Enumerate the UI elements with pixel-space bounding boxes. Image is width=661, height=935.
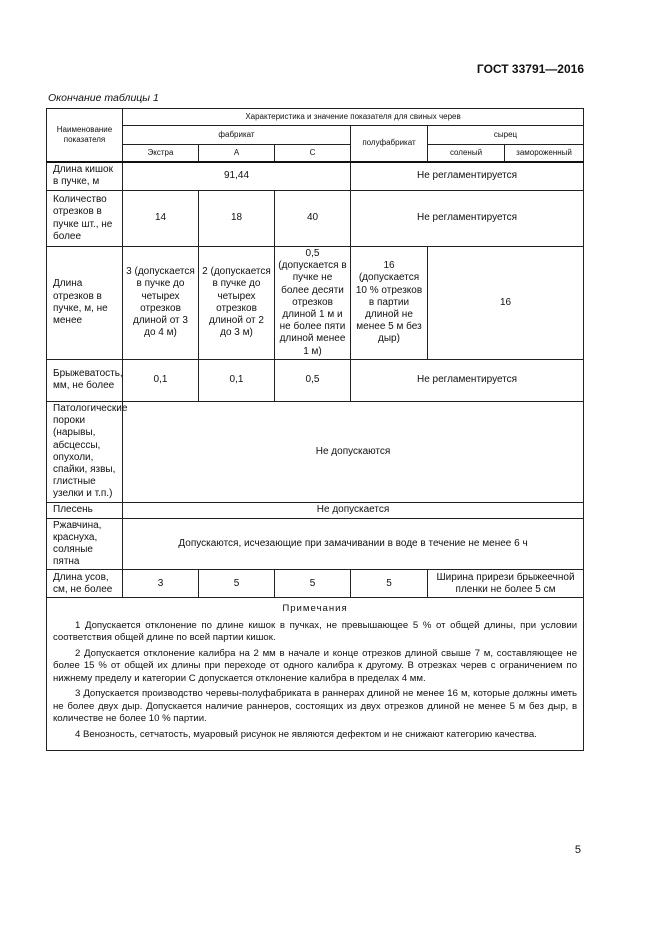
cell-value: 40 — [275, 191, 351, 247]
table-caption: Окончание таблицы 1 — [48, 92, 159, 104]
notes-row — [47, 598, 584, 751]
header-characteristics: Характеристика и значение показателя для свиных черев — [123, 109, 584, 126]
table-row — [47, 359, 584, 401]
table-row — [47, 502, 584, 518]
header-indicator-name: Наименование показателя — [47, 109, 123, 162]
cell-value: 0,1 — [123, 359, 199, 401]
header-extra: Экстра — [123, 145, 199, 162]
notes-cell — [47, 598, 584, 751]
cell-value: 0,5 — [275, 359, 351, 401]
cell-value: 91,44 — [123, 162, 351, 191]
header-salted: соленый — [428, 145, 505, 162]
quality-table — [46, 108, 584, 751]
header-syrec: сырец — [428, 126, 584, 145]
cell-value: 18 — [199, 191, 275, 247]
cell-value: 3 — [123, 570, 199, 598]
row-label: Плесень — [47, 502, 123, 518]
header-c: С — [275, 145, 351, 162]
row-label: Длина кишок в пучке, м — [47, 162, 123, 191]
row-label: Количество отрезков в пучке шт., не более — [47, 191, 123, 247]
note-item: 2 Допускается отклонение калибра на 2 мм в начале и конце отрезков длиной свыше 7 м, составляющее не более 15 % от общей их длины при переходе от одного калибра к другому. В отрезках черев с ограничением по нижнему пределу и категории С допускается отклонение калибра в пределах 4 мм. — [53, 647, 578, 684]
cell-value: Не регламентируется — [351, 191, 584, 247]
note-item: 1 Допускается отклонение по длине кишок в пучках, не превышающее 5 % от общей длины, при условии соответствия общей длине по всей партии кишок. — [53, 619, 578, 644]
row-label: Длина отрезков в пучке, м, не менее — [47, 247, 123, 360]
cell-value: 5 — [275, 570, 351, 598]
header-a: А — [199, 145, 275, 162]
cell-value: 5 — [351, 570, 428, 598]
table-row — [47, 518, 584, 570]
cell-value: Не допускается — [123, 502, 584, 518]
header-polufabrikat: полуфабрикат — [351, 126, 428, 162]
cell-value: 3 (допускается в пучке до четырех отрезков длиной от 3 до 4 м) — [123, 247, 199, 360]
row-label: Брыжеватость, мм, не более — [47, 359, 123, 401]
table-row — [47, 191, 584, 247]
cell-value: 14 — [123, 191, 199, 247]
notes-title: Примечания — [282, 603, 348, 615]
cell-value: 16 (допускается 10 % отрезков в партии длиной не менее 5 м без дыр) — [351, 247, 428, 360]
document-code: ГОСТ 33791—2016 — [476, 62, 584, 76]
row-label: Длина усов, см, не более — [47, 570, 123, 598]
table-row — [47, 247, 584, 360]
cell-value: Не регламентируется — [351, 359, 584, 401]
note-item: 3 Допускается производство черевы-полуфабриката в раннерах длиной не менее 16 м, которые должны иметь не более двух дыр. Допускается наличие раннеров, состоящих из двух отрезков длиной не менее 5 м без дыр, в количестве не более 10 % партии. — [53, 688, 578, 725]
page-number: 5 — [574, 844, 581, 856]
cell-value: 0,1 — [199, 359, 275, 401]
table-row — [47, 162, 584, 191]
header-fabrikat: фабрикат — [123, 126, 351, 145]
table-row — [47, 401, 584, 502]
cell-value: 2 (допускается в пучке до четырех отрезков длиной от 2 до 3 м) — [199, 247, 275, 360]
cell-value: 5 — [199, 570, 275, 598]
row-label: Патологические пороки (нарывы, абсцессы, опухоли, спайки, язвы, глистные узелки и т.п.) — [47, 401, 123, 502]
note-item: 4 Венозность, сетчатость, муаровый рисунок не являются дефектом и не снижают категорию качества. — [75, 728, 537, 740]
cell-value: Не регламентируется — [351, 162, 584, 191]
header-frozen: замороженный — [505, 145, 584, 162]
cell-value: Не допускаются — [123, 401, 584, 502]
row-label: Ржавчина, краснуха, соляные пятна — [47, 518, 123, 570]
cell-value: 0,5 (допускается в пучке не более десяти отрезков длиной 1 м и не более пяти длиной менее 1 м) — [275, 247, 351, 360]
table-row — [47, 570, 584, 598]
cell-value: Допускаются, исчезающие при замачивании в воде в течение не менее 6 ч — [123, 518, 584, 570]
cell-value: 16 — [428, 247, 584, 360]
cell-value: Ширина прирези брыжеечной пленки не более 5 см — [428, 570, 584, 598]
